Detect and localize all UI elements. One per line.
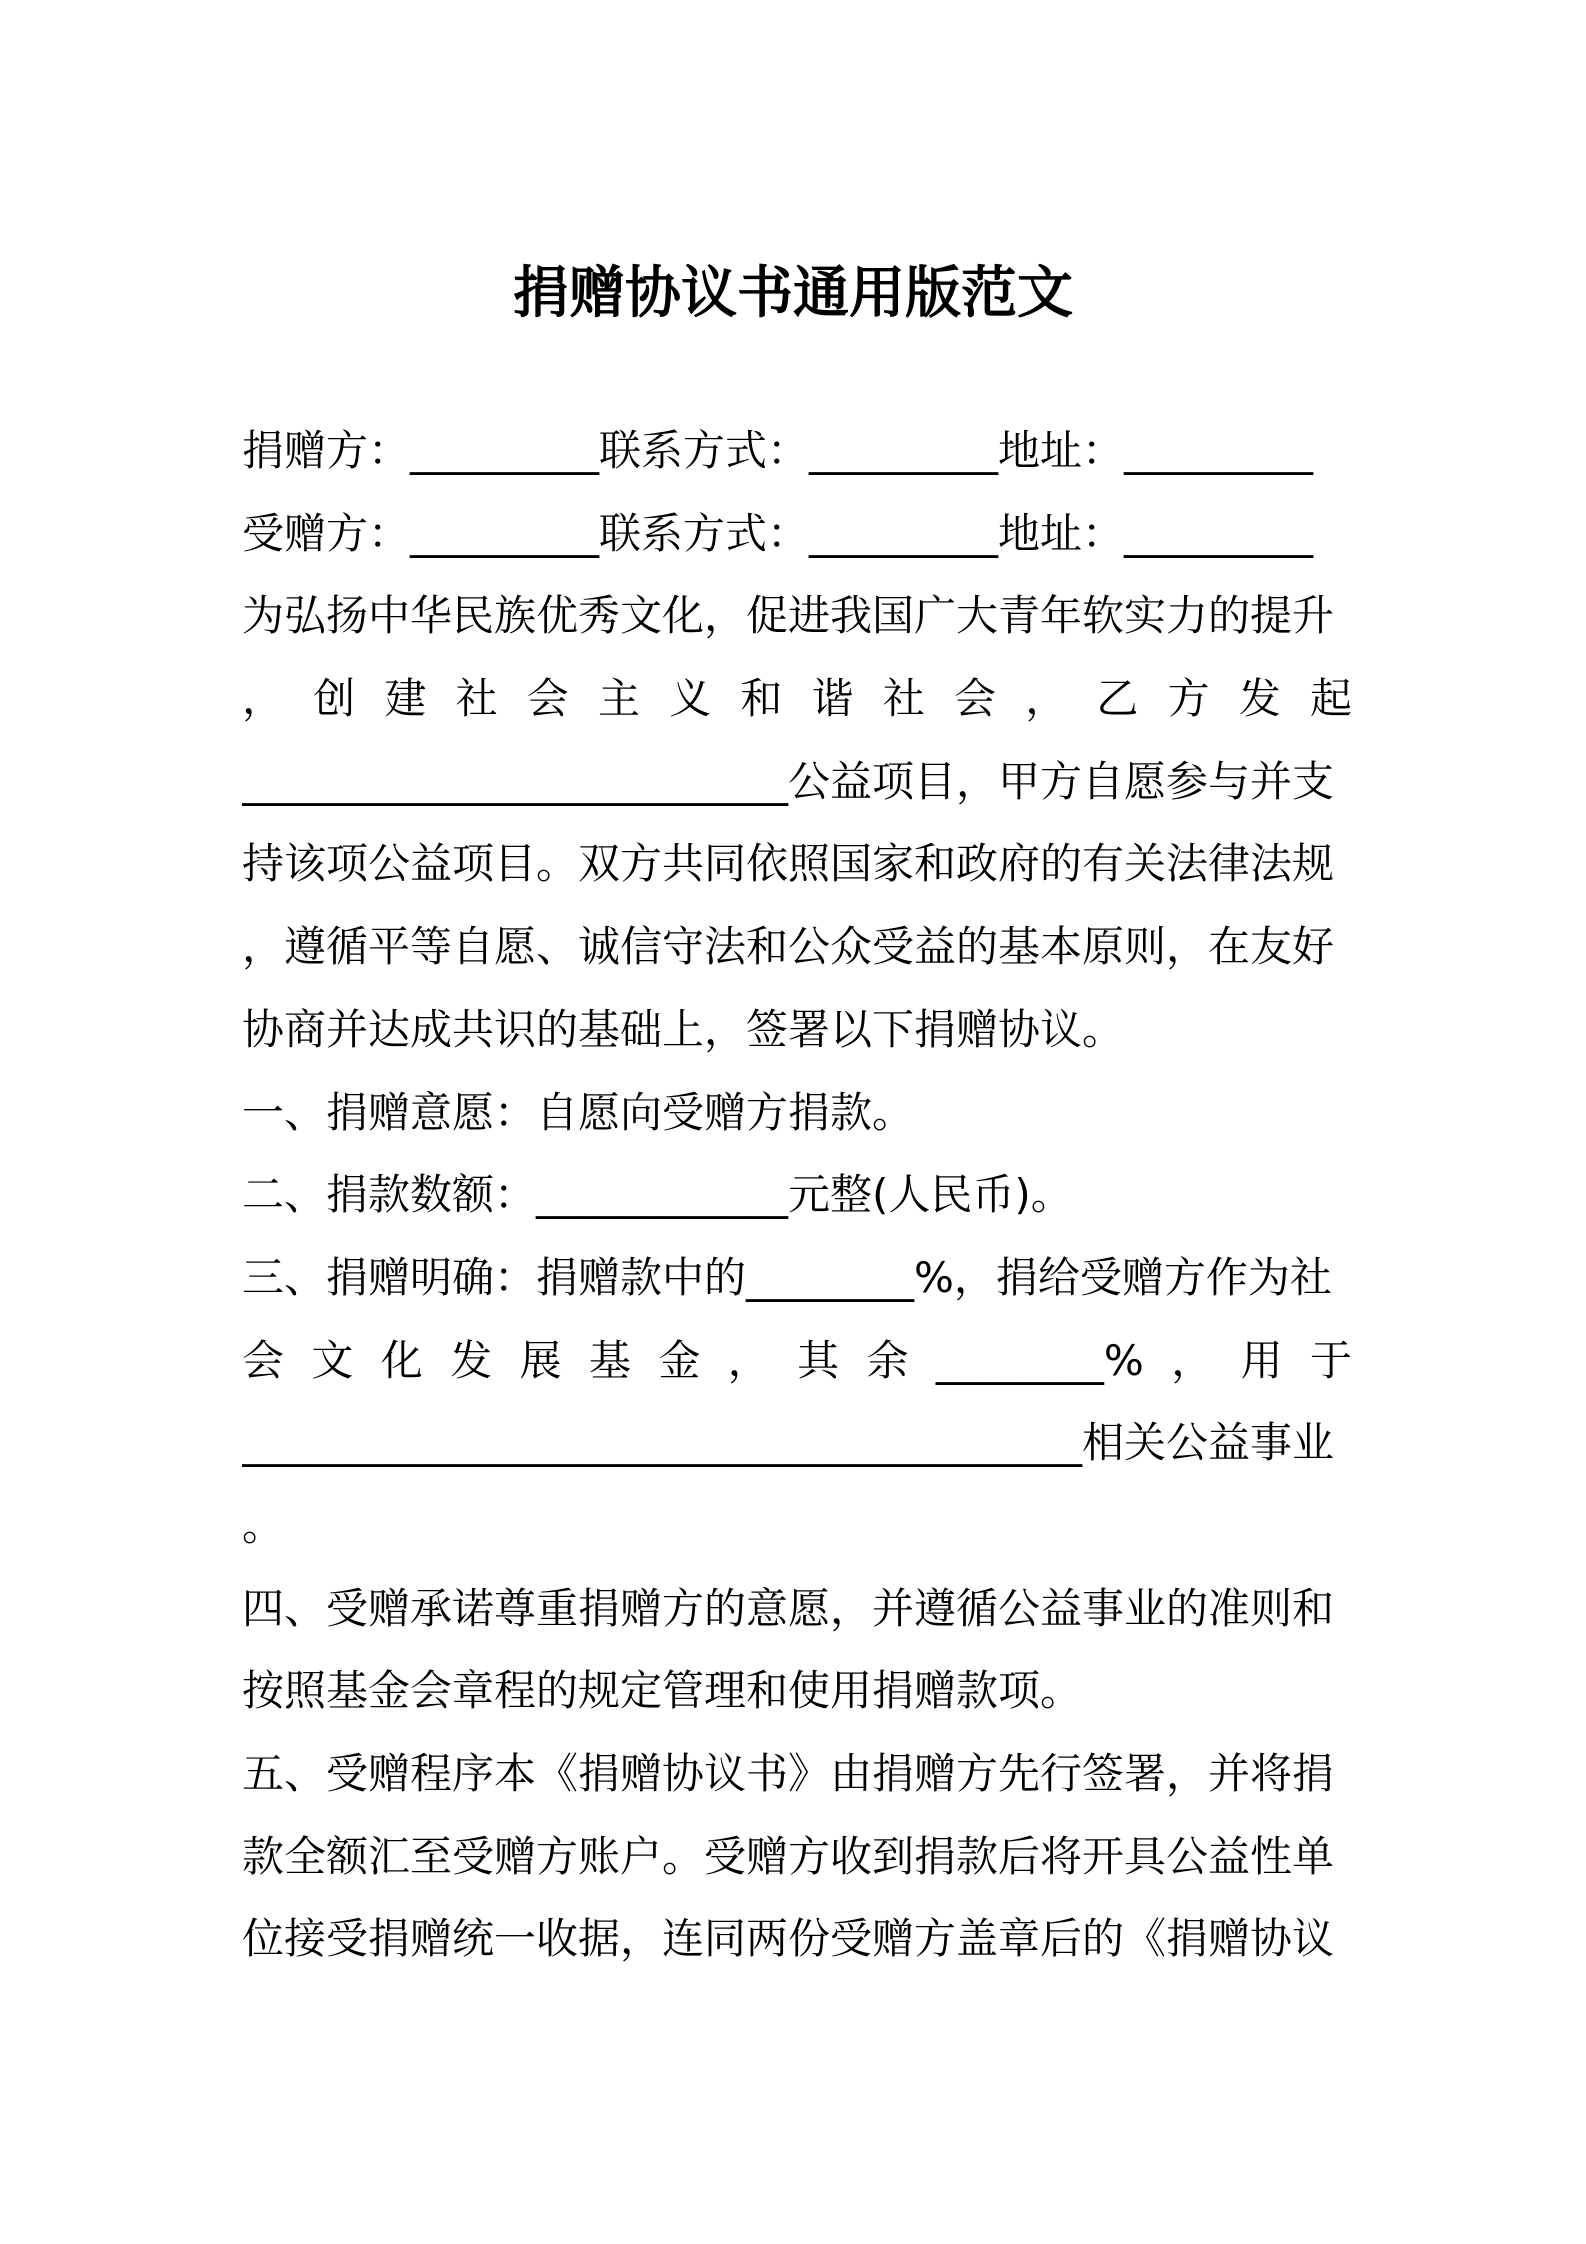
body-text-line: __________________________公益项目，甲方自愿参与并支: [242, 756, 1335, 806]
clause-3-continued: ________________________________________相关公益事业: [242, 1418, 1335, 1468]
document-body: [242, 410, 1352, 1981]
clause-3-continued: 会文化发展基金，其余________%，用于: [242, 1335, 1352, 1385]
donor-info-line: 捐赠方：_________联系方式：_________地址：_________: [242, 426, 1314, 475]
body-text-line: 为弘扬中华民族优秀文化，促进我国广大青年软实力的提升: [242, 591, 1335, 641]
body-text-line: 协商并达成共识的基础上，签署以下捐赠协议。: [242, 1004, 1125, 1054]
clause-1: 一、捐赠意愿：自愿向受赠方捐款。: [242, 1087, 915, 1137]
clause-5-continued: 位接受捐赠统一收据，连同两份受赠方盖章后的《捐赠协议: [242, 1914, 1335, 1964]
clause-4-continued: 按照基金会章程的规定管理和使用捐赠款项。: [242, 1666, 1083, 1716]
body-text-line: ，遵循平等自愿、诚信守法和公众受益的基本原则，在友好: [242, 922, 1335, 972]
clause-3: 三、捐赠明确：捐赠款中的________%，捐给受赠方作为社: [242, 1252, 1332, 1302]
clause-2: 二、捐款数额：____________元整(人民币)。: [242, 1170, 1073, 1220]
recipient-info-line: 受赠方：_________联系方式：_________地址：_________: [242, 508, 1314, 558]
clause-5-continued: 款全额汇至受赠方账户。受赠方收到捐款后将开具公益性单: [242, 1831, 1335, 1881]
body-text-line: ，创建社会主义和谐社会，乙方发起: [242, 674, 1352, 724]
document-title: 捐赠协议书通用版范文: [513, 261, 1073, 326]
clause-3-end: 。: [242, 1500, 285, 1550]
clause-4: 四、受赠承诺尊重捐赠方的意愿，并遵循公益事业的准则和: [242, 1583, 1335, 1633]
clause-5: 五、受赠程序本《捐赠协议书》由捐赠方先行签署，并将捐: [242, 1749, 1335, 1798]
body-text-line: 持该项公益项目。双方共同依照国家和政府的有关法律法规: [242, 839, 1335, 889]
